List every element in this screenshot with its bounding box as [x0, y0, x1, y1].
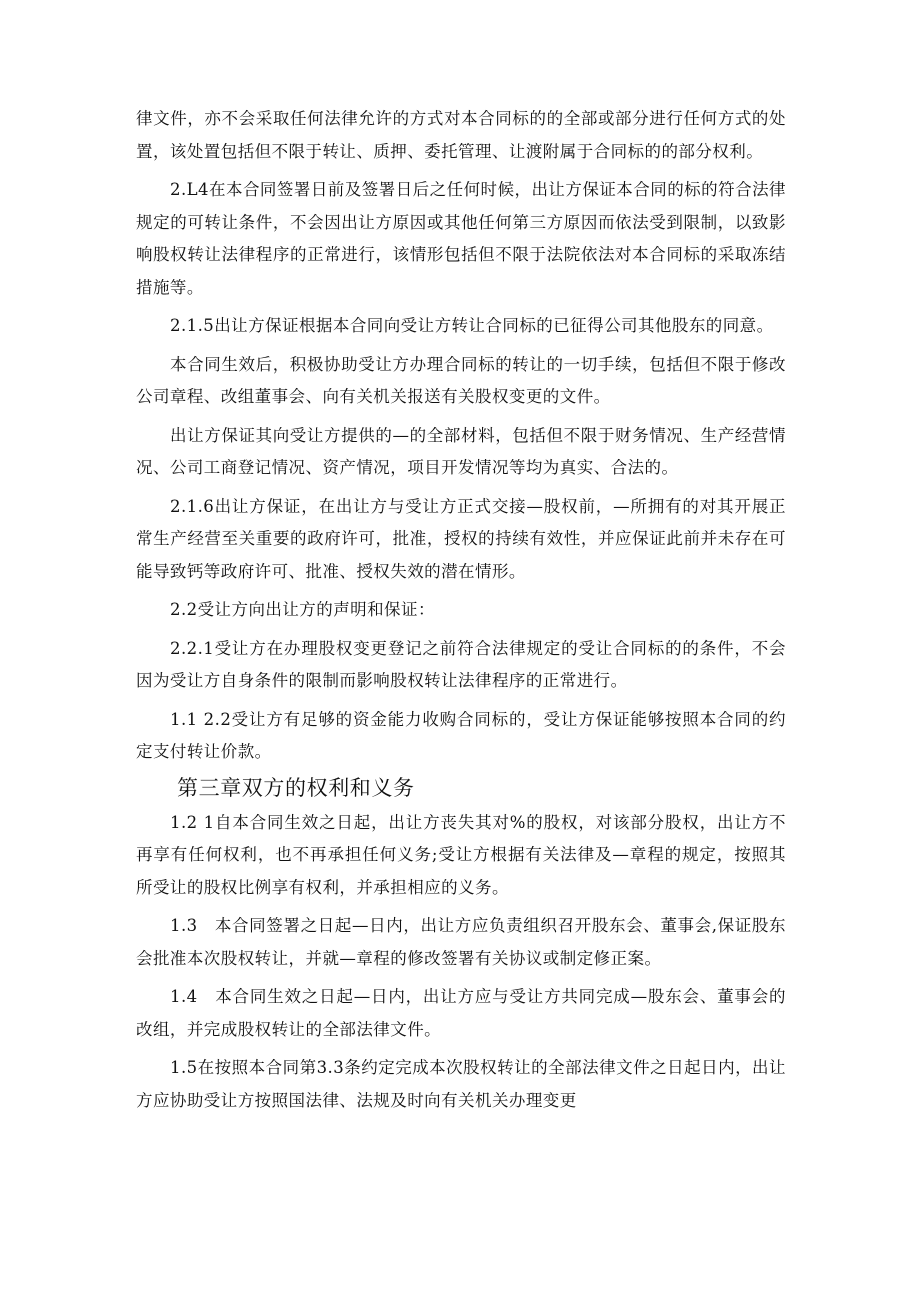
paragraph-p12: 1.4 本合同生效之日起—日内，出让方应与受让方共同完成—股东会、董事会的改组，并完成股权转让的全部法律文件。 — [136, 987, 786, 1039]
paragraph-p10: 1.2 1自本合同生效之日起，出让方丧失其对%的股权，对该部分股权，出让方不再享有任何权利，也不再承担任何义务;受让方根据有关法律及—章程的规定，按照其所受让的股权比例享有权利，并承担相应的义务。 — [136, 812, 786, 897]
paragraph-p13: 1.5在按照本合同第3.3条约定完成本次股权转让的全部法律文件之日起日内，出让方应协助受让方按照国法律、法规及时向有关机关办理变更 — [136, 1058, 786, 1110]
paragraph-p2: 2.L4在本合同签署日前及签署日后之任何时候，出让方保证本合同的标的符合法律规定的可转让条件，不会因出让方原因或其他任何第三方原因而依法受到限制，以致影响股权转让法律程序的正常进行，该情形包括但不限于法院依法对本合同标的采取冻结措施等。 — [136, 180, 786, 297]
paragraph-p11: 1.3 本合同签署之日起—日内，出让方应负责组织召开股东会、董事会,保证股东会批准本次股权转让，并就—章程的修改签署有关协议或制定修正案。 — [136, 916, 786, 968]
paragraph-p6: 2.1.6出让方保证，在出让方与受让方正式交接—股权前，—所拥有的对其开展正常生产经营至关重要的政府许可，批准，授权的持续有效性，并应保证此前并未存在可能导致钙等政府许可、批准、授权失效的潜在情形。 — [136, 496, 786, 581]
paragraph-p8: 2.2.1受让方在办理股权变更登记之前符合法律规定的受让合同标的的条件，不会因为受让方自身条件的限制而影响股权转让法律程序的正常进行。 — [136, 638, 786, 690]
paragraph-p1: 律文件，亦不会采取任何法律允许的方式对本合同标的的全部或部分进行任何方式的处置，该处置包括但不限于转让、质押、委托管理、让渡附属于合同标的的部分权利。 — [136, 109, 786, 161]
paragraph-p7: 2.2受让方向出让方的声明和保证： — [170, 600, 435, 619]
chapter-title: 第三章双方的权利和义务 — [177, 775, 415, 800]
paragraph-p5: 出让方保证其向受让方提供的—的全部材料，包括但不限于财务情况、生产经营情况、公司工商登记情况、资产情况，项目开发情况等均为真实、合法的。 — [136, 425, 786, 477]
paragraph-p4: 本合同生效后，积极协助受让方办理合同标的转让的一切手续，包括但不限于修改公司章程、改组董事会、向有关机关报送有关股权变更的文件。 — [136, 354, 786, 406]
paragraph-p9: 1.1 2.2受让方有足够的资金能力收购合同标的，受让方保证能够按照本合同的约定支付转让价款。 — [136, 709, 786, 761]
document-body — [136, 103, 786, 1123]
paragraph-p3: 2.1.5出让方保证根据本合同向受让方转让合同标的已征得公司其他股东的同意。 — [170, 316, 774, 335]
